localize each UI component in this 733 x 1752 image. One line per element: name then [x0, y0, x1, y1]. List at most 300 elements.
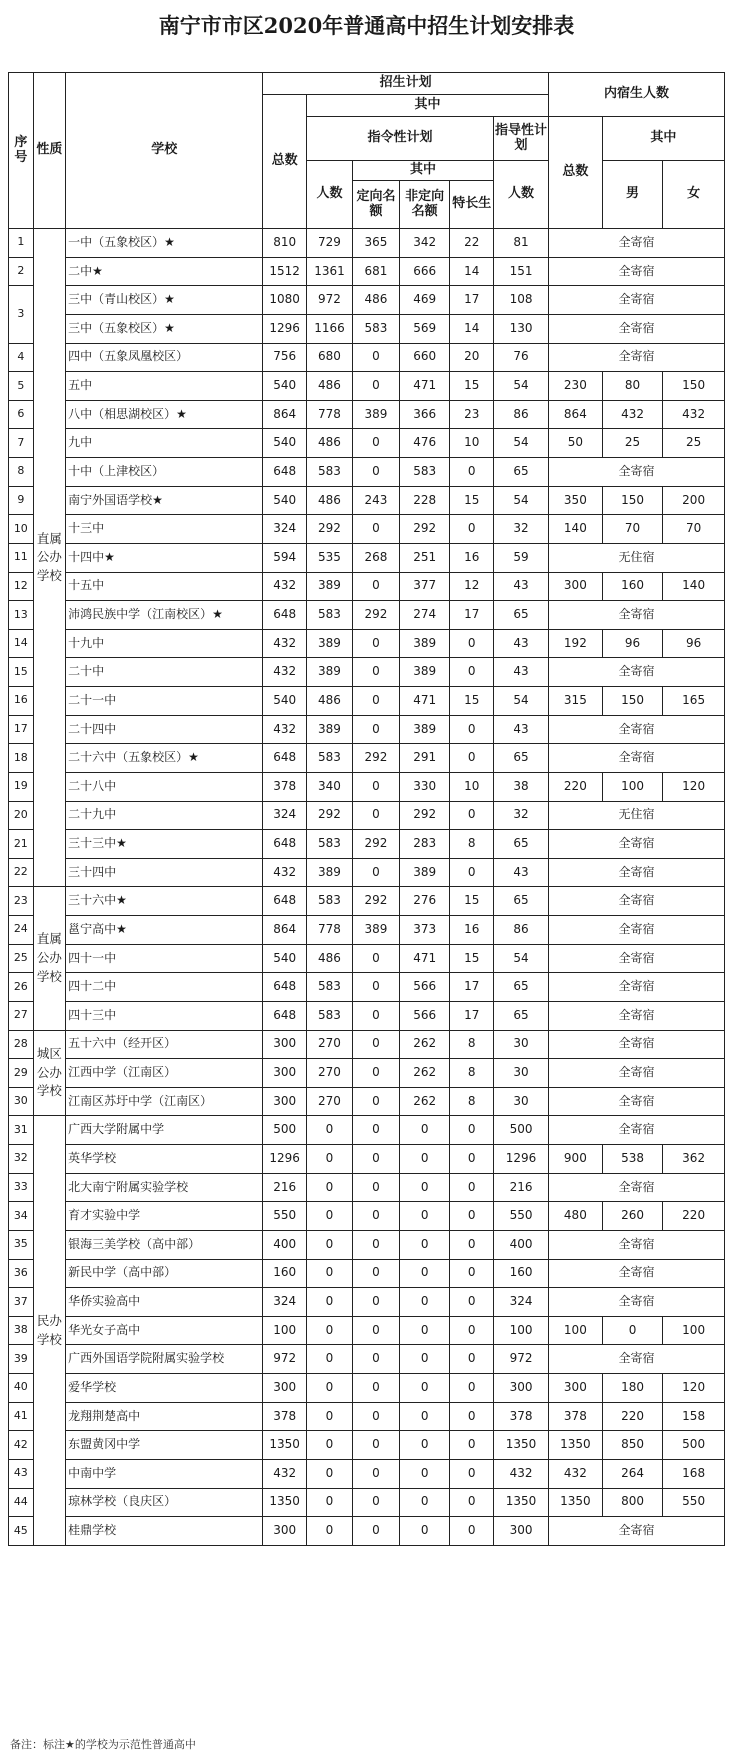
cell-b-total: 900	[549, 1145, 603, 1174]
cell-guide: 32	[494, 515, 549, 544]
school-name: 三中（五象校区）★	[66, 314, 263, 343]
cell-b-total: 315	[549, 687, 603, 716]
cell-b-total: 50	[549, 429, 603, 458]
cell-special: 16	[450, 543, 494, 572]
cell-nondirected: 276	[399, 887, 449, 916]
cell-special: 0	[450, 629, 494, 658]
cell-guide: 130	[494, 314, 549, 343]
boarding-status: 全寄宿	[549, 715, 725, 744]
cell-guide: 324	[494, 1288, 549, 1317]
cell-nondirected: 342	[399, 229, 449, 258]
cell-guide: 300	[494, 1374, 549, 1403]
cell-guide: 378	[494, 1402, 549, 1431]
row-number: 7	[9, 429, 34, 458]
cell-directed: 0	[352, 1173, 399, 1202]
school-name: 二十中	[66, 658, 263, 687]
table-row	[9, 1488, 725, 1517]
cell-count: 486	[307, 372, 353, 401]
cell-nondirected: 0	[399, 1145, 449, 1174]
cell-special: 0	[450, 1517, 494, 1546]
row-number: 28	[9, 1030, 34, 1059]
cell-total: 864	[263, 916, 307, 945]
table-row	[9, 1173, 725, 1202]
table-row	[9, 715, 725, 744]
row-number: 27	[9, 1001, 34, 1030]
row-number: 19	[9, 772, 34, 801]
school-name: 中南中学	[66, 1459, 263, 1488]
row-number: 16	[9, 687, 34, 716]
cell-special: 0	[450, 1345, 494, 1374]
cell-special: 15	[450, 887, 494, 916]
table-row	[9, 486, 725, 515]
boarding-status: 全寄宿	[549, 658, 725, 687]
table-row	[9, 1402, 725, 1431]
cell-directed: 0	[352, 944, 399, 973]
cell-count: 486	[307, 944, 353, 973]
cell-male: 220	[602, 1402, 663, 1431]
cell-count: 389	[307, 658, 353, 687]
cell-guide: 65	[494, 601, 549, 630]
cell-special: 8	[450, 1087, 494, 1116]
cell-guide: 1350	[494, 1431, 549, 1460]
cell-special: 10	[450, 772, 494, 801]
cell-nondirected: 292	[399, 515, 449, 544]
cell-total: 500	[263, 1116, 307, 1145]
cell-special: 0	[450, 458, 494, 487]
cell-special: 17	[450, 1001, 494, 1030]
school-name: 爱华学校	[66, 1374, 263, 1403]
cell-guide: 65	[494, 830, 549, 859]
cell-special: 0	[450, 801, 494, 830]
cell-special: 8	[450, 830, 494, 859]
boarding-status: 全寄宿	[549, 830, 725, 859]
cell-directed: 0	[352, 687, 399, 716]
cell-total: 300	[263, 1030, 307, 1059]
school-name: 华侨实验高中	[66, 1288, 263, 1317]
school-name: 五十六中（经开区）	[66, 1030, 263, 1059]
school-name: 八中（相思湖校区）★	[66, 400, 263, 429]
cell-nondirected: 389	[399, 858, 449, 887]
cell-female: 140	[663, 572, 725, 601]
cell-total: 648	[263, 887, 307, 916]
row-number: 21	[9, 830, 34, 859]
row-number: 32	[9, 1145, 34, 1174]
table-row	[9, 916, 725, 945]
cell-directed: 0	[352, 858, 399, 887]
cell-guide: 65	[494, 744, 549, 773]
cell-guide: 43	[494, 572, 549, 601]
cell-special: 0	[450, 1431, 494, 1460]
cell-directed: 0	[352, 772, 399, 801]
boarding-status: 全寄宿	[549, 229, 725, 258]
cell-count: 583	[307, 458, 353, 487]
row-number: 11	[9, 543, 34, 572]
table-row	[9, 772, 725, 801]
cell-guide: 43	[494, 629, 549, 658]
cell-directed: 0	[352, 715, 399, 744]
cell-directed: 0	[352, 1431, 399, 1460]
cell-guide: 86	[494, 916, 549, 945]
cell-special: 14	[450, 257, 494, 286]
cell-guide: 54	[494, 429, 549, 458]
cell-directed: 0	[352, 1345, 399, 1374]
cell-count: 1166	[307, 314, 353, 343]
cell-directed: 0	[352, 973, 399, 1002]
cell-guide: 38	[494, 772, 549, 801]
cell-count: 0	[307, 1517, 353, 1546]
table-body	[9, 229, 725, 1546]
cell-count: 0	[307, 1431, 353, 1460]
cell-nondirected: 0	[399, 1459, 449, 1488]
row-number: 39	[9, 1345, 34, 1374]
cell-special: 0	[450, 858, 494, 887]
cell-nondirected: 471	[399, 372, 449, 401]
boarding-status: 全寄宿	[549, 1517, 725, 1546]
cell-special: 10	[450, 429, 494, 458]
header-boarding: 内宿生人数	[549, 73, 725, 117]
cell-directed: 0	[352, 1145, 399, 1174]
cell-total: 648	[263, 744, 307, 773]
cell-count: 729	[307, 229, 353, 258]
cell-special: 0	[450, 715, 494, 744]
table-row	[9, 314, 725, 343]
table-row	[9, 1345, 725, 1374]
cell-guide: 32	[494, 801, 549, 830]
cell-guide: 500	[494, 1116, 549, 1145]
table-row	[9, 944, 725, 973]
row-number: 2	[9, 257, 34, 286]
school-name: 四十一中	[66, 944, 263, 973]
table-row	[9, 1230, 725, 1259]
cell-total: 216	[263, 1173, 307, 1202]
cell-male: 260	[602, 1202, 663, 1231]
cell-total: 400	[263, 1230, 307, 1259]
cell-directed: 292	[352, 744, 399, 773]
cell-guide: 54	[494, 944, 549, 973]
cell-directed: 0	[352, 1259, 399, 1288]
cell-total: 972	[263, 1345, 307, 1374]
cell-nondirected: 0	[399, 1316, 449, 1345]
cell-total: 378	[263, 772, 307, 801]
cell-nondirected: 583	[399, 458, 449, 487]
cell-total: 300	[263, 1059, 307, 1088]
cell-count: 0	[307, 1459, 353, 1488]
cell-directed: 0	[352, 515, 399, 544]
cell-directed: 0	[352, 1087, 399, 1116]
cell-special: 0	[450, 1173, 494, 1202]
school-name: 江西中学（江南区）	[66, 1059, 263, 1088]
table-row	[9, 429, 725, 458]
cell-special: 17	[450, 601, 494, 630]
school-name: 二十九中	[66, 801, 263, 830]
cell-guide: 30	[494, 1030, 549, 1059]
cell-nondirected: 291	[399, 744, 449, 773]
cell-special: 0	[450, 1259, 494, 1288]
cell-guide: 100	[494, 1316, 549, 1345]
cell-total: 324	[263, 1288, 307, 1317]
cell-female: 200	[663, 486, 725, 515]
cell-directed: 0	[352, 1202, 399, 1231]
cell-nondirected: 0	[399, 1374, 449, 1403]
cell-total: 540	[263, 429, 307, 458]
cell-count: 583	[307, 744, 353, 773]
row-number: 38	[9, 1316, 34, 1345]
table-row	[9, 658, 725, 687]
enrollment-plan-table	[8, 72, 725, 1546]
cell-special: 0	[450, 1116, 494, 1145]
header-boarding-among: 其中	[602, 117, 724, 161]
cell-female: 150	[663, 372, 725, 401]
row-number: 40	[9, 1374, 34, 1403]
cell-directed: 0	[352, 1001, 399, 1030]
cell-nondirected: 566	[399, 1001, 449, 1030]
boarding-status: 全寄宿	[549, 1345, 725, 1374]
header-school: 学校	[66, 73, 263, 229]
row-number: 42	[9, 1431, 34, 1460]
row-number: 8	[9, 458, 34, 487]
cell-directed: 0	[352, 1374, 399, 1403]
table-row	[9, 1145, 725, 1174]
cell-directed: 681	[352, 257, 399, 286]
cell-nondirected: 0	[399, 1517, 449, 1546]
cell-count: 0	[307, 1116, 353, 1145]
cell-directed: 486	[352, 286, 399, 315]
cell-total: 300	[263, 1517, 307, 1546]
header-directed: 定向名额	[352, 181, 399, 229]
cell-nondirected: 660	[399, 343, 449, 372]
cell-special: 15	[450, 687, 494, 716]
cell-nondirected: 666	[399, 257, 449, 286]
row-number: 29	[9, 1059, 34, 1088]
cell-nondirected: 389	[399, 629, 449, 658]
cell-nondirected: 0	[399, 1173, 449, 1202]
cell-b-total: 300	[549, 572, 603, 601]
cell-special: 0	[450, 1402, 494, 1431]
school-name: 南宁外国语学校★	[66, 486, 263, 515]
cell-total: 648	[263, 458, 307, 487]
cell-directed: 0	[352, 343, 399, 372]
table-row	[9, 458, 725, 487]
cell-nondirected: 373	[399, 916, 449, 945]
cell-nondirected: 389	[399, 715, 449, 744]
row-number: 1	[9, 229, 34, 258]
school-name: 琼林学校（良庆区）	[66, 1488, 263, 1517]
school-name: 邕宁高中★	[66, 916, 263, 945]
header-directive-count: 人数	[307, 161, 353, 229]
cell-total: 324	[263, 801, 307, 830]
cell-directed: 0	[352, 572, 399, 601]
row-number: 43	[9, 1459, 34, 1488]
cell-special: 0	[450, 1459, 494, 1488]
cell-count: 486	[307, 429, 353, 458]
cell-male: 0	[602, 1316, 663, 1345]
cell-guide: 43	[494, 858, 549, 887]
boarding-status: 全寄宿	[549, 1087, 725, 1116]
header-plan-among: 其中	[307, 95, 549, 117]
table-row	[9, 372, 725, 401]
cell-male: 160	[602, 572, 663, 601]
cell-guide: 86	[494, 400, 549, 429]
row-number: 25	[9, 944, 34, 973]
boarding-status: 全寄宿	[549, 257, 725, 286]
table-row	[9, 229, 725, 258]
cell-b-total: 230	[549, 372, 603, 401]
boarding-status: 全寄宿	[549, 944, 725, 973]
cell-special: 0	[450, 744, 494, 773]
cell-total: 864	[263, 400, 307, 429]
cell-nondirected: 330	[399, 772, 449, 801]
cell-directed: 0	[352, 1059, 399, 1088]
cell-count: 0	[307, 1259, 353, 1288]
row-number: 13	[9, 601, 34, 630]
boarding-status: 全寄宿	[549, 1001, 725, 1030]
cell-total: 540	[263, 372, 307, 401]
row-number: 30	[9, 1087, 34, 1116]
cell-b-total: 432	[549, 1459, 603, 1488]
cell-female: 432	[663, 400, 725, 429]
cell-male: 800	[602, 1488, 663, 1517]
cell-count: 389	[307, 572, 353, 601]
school-type: 直属公办学校	[33, 229, 65, 887]
table-row	[9, 1431, 725, 1460]
header-boarding-total: 总数	[549, 117, 603, 229]
cell-count: 0	[307, 1202, 353, 1231]
table-row	[9, 830, 725, 859]
cell-male: 96	[602, 629, 663, 658]
boarding-status: 无住宿	[549, 801, 725, 830]
cell-guide: 300	[494, 1517, 549, 1546]
cell-nondirected: 0	[399, 1259, 449, 1288]
cell-directed: 389	[352, 916, 399, 945]
cell-directed: 0	[352, 1030, 399, 1059]
cell-nondirected: 471	[399, 944, 449, 973]
cell-count: 389	[307, 629, 353, 658]
cell-b-total: 480	[549, 1202, 603, 1231]
table-row	[9, 858, 725, 887]
cell-nondirected: 366	[399, 400, 449, 429]
table-row	[9, 1202, 725, 1231]
table-row	[9, 887, 725, 916]
row-number: 41	[9, 1402, 34, 1431]
cell-special: 23	[450, 400, 494, 429]
row-number: 10	[9, 515, 34, 544]
header-guidance-count: 人数	[494, 161, 549, 229]
cell-male: 70	[602, 515, 663, 544]
cell-special: 0	[450, 1288, 494, 1317]
cell-total: 1296	[263, 1145, 307, 1174]
table-row	[9, 1459, 725, 1488]
table-header	[9, 73, 725, 229]
cell-female: 550	[663, 1488, 725, 1517]
cell-guide: 65	[494, 1001, 549, 1030]
cell-guide: 54	[494, 372, 549, 401]
header-special: 特长生	[450, 181, 494, 229]
school-name: 广西大学附属中学	[66, 1116, 263, 1145]
boarding-status: 全寄宿	[549, 601, 725, 630]
cell-guide: 54	[494, 486, 549, 515]
cell-special: 0	[450, 1230, 494, 1259]
cell-male: 180	[602, 1374, 663, 1403]
cell-total: 432	[263, 572, 307, 601]
boarding-status: 全寄宿	[549, 1030, 725, 1059]
cell-count: 778	[307, 400, 353, 429]
cell-total: 540	[263, 486, 307, 515]
school-name: 育才实验中学	[66, 1202, 263, 1231]
school-name: 三中（青山校区）★	[66, 286, 263, 315]
cell-special: 0	[450, 1374, 494, 1403]
cell-total: 540	[263, 944, 307, 973]
cell-guide: 400	[494, 1230, 549, 1259]
school-type: 城区公办学校	[33, 1030, 65, 1116]
header-nondirected: 非定向名额	[399, 181, 449, 229]
cell-nondirected: 0	[399, 1202, 449, 1231]
cell-female: 120	[663, 772, 725, 801]
school-name: 英华学校	[66, 1145, 263, 1174]
row-number: 12	[9, 572, 34, 601]
school-name: 四十二中	[66, 973, 263, 1002]
cell-directed: 0	[352, 372, 399, 401]
cell-count: 583	[307, 601, 353, 630]
table-row	[9, 1517, 725, 1546]
boarding-status: 全寄宿	[549, 1230, 725, 1259]
cell-nondirected: 566	[399, 973, 449, 1002]
cell-nondirected: 471	[399, 687, 449, 716]
cell-count: 270	[307, 1087, 353, 1116]
cell-guide: 216	[494, 1173, 549, 1202]
cell-nondirected: 292	[399, 801, 449, 830]
table-row	[9, 629, 725, 658]
table-row	[9, 257, 725, 286]
school-name: 新民中学（高中部）	[66, 1259, 263, 1288]
cell-total: 550	[263, 1202, 307, 1231]
cell-count: 0	[307, 1173, 353, 1202]
school-name: 十九中	[66, 629, 263, 658]
cell-special: 17	[450, 286, 494, 315]
cell-directed: 0	[352, 629, 399, 658]
cell-total: 648	[263, 601, 307, 630]
cell-special: 8	[450, 1059, 494, 1088]
school-name: 二十六中（五象校区）★	[66, 744, 263, 773]
cell-count: 0	[307, 1288, 353, 1317]
cell-special: 15	[450, 486, 494, 515]
cell-total: 300	[263, 1374, 307, 1403]
cell-male: 538	[602, 1145, 663, 1174]
cell-directed: 0	[352, 1288, 399, 1317]
header-seq: 序号	[9, 73, 34, 229]
cell-female: 168	[663, 1459, 725, 1488]
boarding-status: 全寄宿	[549, 744, 725, 773]
cell-directed: 0	[352, 1316, 399, 1345]
cell-b-total: 1350	[549, 1488, 603, 1517]
cell-guide: 108	[494, 286, 549, 315]
school-name: 十五中	[66, 572, 263, 601]
row-number: 15	[9, 658, 34, 687]
school-name: 华光女子高中	[66, 1316, 263, 1345]
cell-directed: 292	[352, 601, 399, 630]
cell-count: 1361	[307, 257, 353, 286]
row-number: 9	[9, 486, 34, 515]
cell-b-total: 140	[549, 515, 603, 544]
cell-female: 70	[663, 515, 725, 544]
cell-special: 12	[450, 572, 494, 601]
header-directive: 指令性计划	[307, 117, 494, 161]
cell-count: 389	[307, 858, 353, 887]
row-number: 45	[9, 1517, 34, 1546]
cell-female: 120	[663, 1374, 725, 1403]
table-row	[9, 572, 725, 601]
boarding-status: 全寄宿	[549, 887, 725, 916]
cell-count: 0	[307, 1316, 353, 1345]
